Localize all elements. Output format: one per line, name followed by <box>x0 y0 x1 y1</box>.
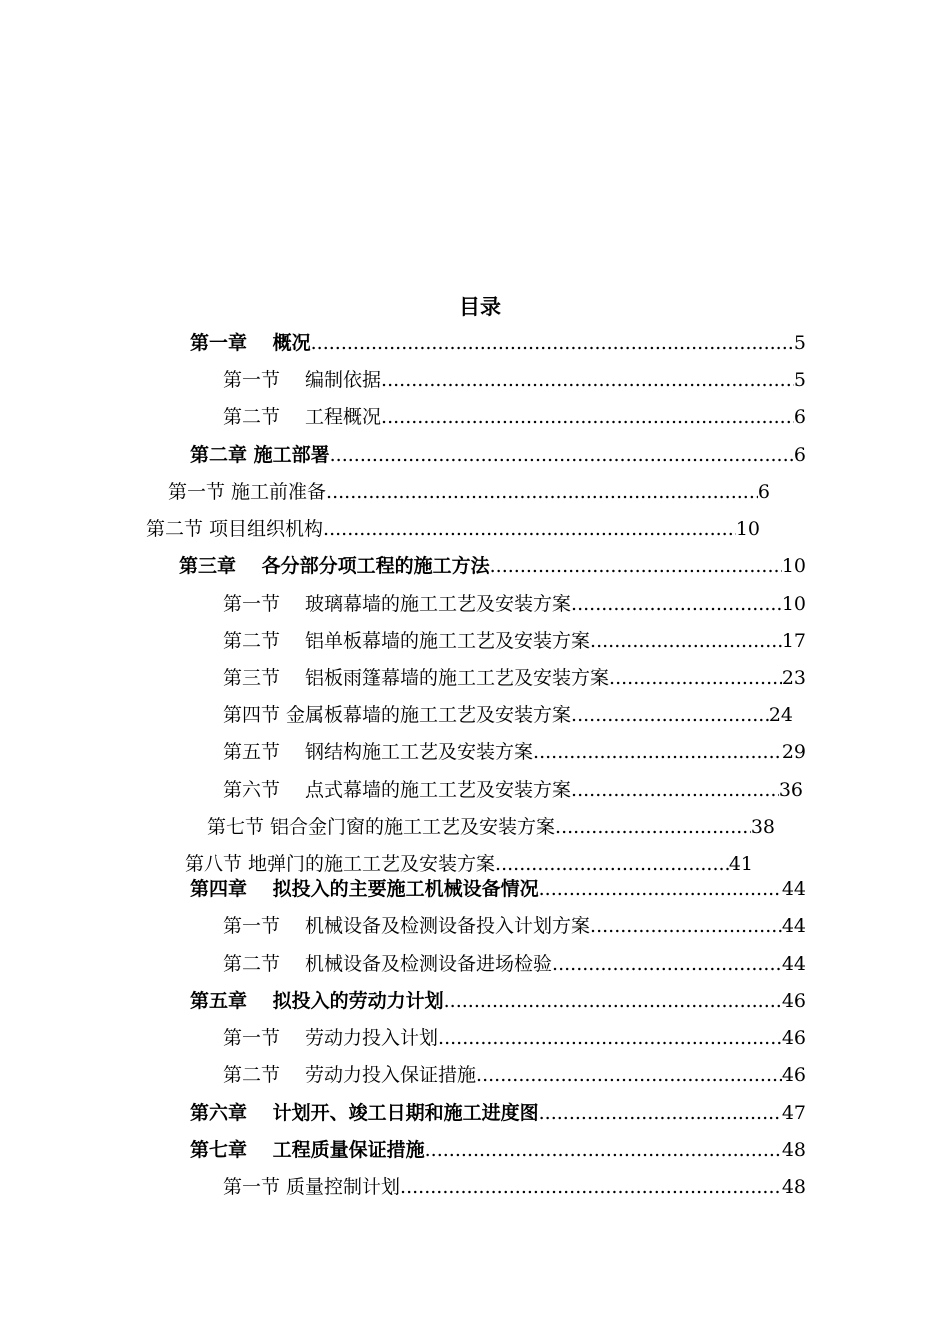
toc-entry-text: 第五节 钢结构施工工艺及安装方案 <box>223 741 534 763</box>
toc-entry-text: 第六章 计划开、竣工日期和施工进度图 <box>190 1102 539 1124</box>
toc-leader-dots <box>381 403 794 431</box>
toc-leader-dots <box>438 1024 782 1052</box>
toc-entry-page: 44 <box>781 878 806 900</box>
toc-leader-dots <box>311 329 794 357</box>
toc-entry-page: 6 <box>793 444 806 466</box>
toc-entry-text: 第二节 机械设备及检测设备进场检验 <box>223 953 553 975</box>
toc-leader-dots <box>400 1173 782 1201</box>
toc-entry-page: 44 <box>781 915 806 937</box>
toc-entry-page: 48 <box>781 1176 806 1198</box>
toc-entry-page: 44 <box>781 953 806 975</box>
toc-entry-text: 第二节 工程概况 <box>223 406 382 428</box>
toc-leader-dots <box>476 1061 782 1089</box>
toc-entry-section[interactable] <box>223 738 806 766</box>
toc-entry-section[interactable] <box>207 813 775 841</box>
toc-entry-page: 6 <box>793 406 806 428</box>
toc-entry-text: 第八节 地弹门的施工工艺及安装方案 <box>185 853 496 875</box>
toc-entry-section[interactable] <box>146 515 760 543</box>
toc-entry-section[interactable] <box>223 664 806 692</box>
toc-entry-section[interactable] <box>223 627 806 655</box>
toc-entry-page: 41 <box>728 853 753 875</box>
toc-entry-text: 第二章 施工部署 <box>190 444 330 466</box>
toc-entry-page: 10 <box>781 593 806 615</box>
toc-entry-text: 第五章 拟投入的劳动力计划 <box>190 990 444 1012</box>
toc-entry-section[interactable] <box>223 912 806 940</box>
toc-entry-page: 48 <box>781 1139 806 1161</box>
toc-entry-chapter-5[interactable] <box>190 987 806 1015</box>
toc-leader-dots <box>539 875 782 903</box>
toc-entry-page: 10 <box>735 518 760 540</box>
toc-leader-dots <box>609 664 782 692</box>
toc-entry-page: 10 <box>781 555 806 577</box>
toc-entry-page: 29 <box>781 741 806 763</box>
toc-leader-dots <box>590 912 782 940</box>
toc-entry-section[interactable] <box>223 590 806 618</box>
toc-leader-dots <box>590 627 782 655</box>
toc-entry-text: 第二节 铝单板幕墙的施工工艺及安装方案 <box>223 630 591 652</box>
toc-entry-section[interactable] <box>223 403 806 431</box>
toc-entry-section[interactable] <box>168 478 770 506</box>
toc-leader-dots <box>381 366 794 394</box>
toc-leader-dots <box>323 515 736 543</box>
toc-entry-page: 47 <box>781 1102 806 1124</box>
toc-entry-text: 第一节 编制依据 <box>223 369 382 391</box>
toc-entry-chapter-7[interactable] <box>190 1136 806 1164</box>
toc-entry-text: 第三章 各分部分项工程的施工方法 <box>179 555 490 577</box>
toc-leader-dots <box>425 1136 782 1164</box>
toc-entry-text: 第一节 施工前准备 <box>168 481 327 503</box>
toc-entry-text: 第六节 点式幕墙的施工工艺及安装方案. <box>223 779 578 801</box>
toc-leader-dots <box>571 590 782 618</box>
toc-entry-page: 23 <box>781 667 806 689</box>
toc-leader-dots <box>495 850 729 878</box>
toc-entry-page: 5 <box>793 332 806 354</box>
toc-leader-dots <box>330 441 794 469</box>
toc-entry-chapter-1[interactable] <box>190 329 806 357</box>
toc-entry-text: 第二节 项目组织机构 <box>146 518 324 540</box>
toc-entry-page: 36 <box>778 779 803 801</box>
toc-entry-text: 第一节 玻璃幕墙的施工工艺及安装方案 <box>223 593 572 615</box>
toc-entry-section[interactable] <box>223 366 806 394</box>
toc-entry-section[interactable] <box>223 1061 806 1089</box>
toc-entry-section[interactable] <box>223 1024 806 1052</box>
toc-leader-dots <box>577 776 779 804</box>
toc-title: 目录 <box>459 294 501 319</box>
toc-entry-section[interactable] <box>223 701 793 729</box>
toc-entry-text: 第七节 铝合金门窗的施工工艺及安装方案 <box>207 816 556 838</box>
toc-entry-chapter-4[interactable] <box>190 875 806 903</box>
toc-entry-page: 46 <box>781 1027 806 1049</box>
toc-entry-page: 17 <box>781 630 806 652</box>
toc-entry-section[interactable] <box>223 776 803 804</box>
toc-leader-dots <box>444 987 782 1015</box>
toc-entry-text: 第一节 机械设备及检测设备投入计划方案 <box>223 915 591 937</box>
toc-entry-chapter-6[interactable] <box>190 1099 806 1127</box>
toc-entry-page: 46 <box>781 990 806 1012</box>
toc-entry-section[interactable] <box>223 950 806 978</box>
toc-entry-text: 第三节 铝板雨篷幕墙的施工工艺及安装方案 <box>223 667 610 689</box>
toc-entry-page: 46 <box>781 1064 806 1086</box>
toc-entry-text: 第七章 工程质量保证措施 <box>190 1139 425 1161</box>
toc-entry-page: 5 <box>793 369 806 391</box>
toc-leader-dots <box>539 1099 782 1127</box>
toc-leader-dots <box>533 738 782 766</box>
toc-leader-dots <box>555 813 751 841</box>
toc-entry-text: 第一节 质量控制计划 <box>223 1176 401 1198</box>
toc-entry-section[interactable] <box>223 1173 806 1201</box>
toc-leader-dots <box>326 478 758 506</box>
toc-entry-page: 38 <box>750 816 775 838</box>
toc-entry-page: 6 <box>757 481 770 503</box>
toc-leader-dots <box>571 701 769 729</box>
toc-entry-chapter-2[interactable] <box>190 441 806 469</box>
toc-entry-text: 第四章 拟投入的主要施工机械设备情况 <box>190 878 539 900</box>
toc-leader-dots <box>490 552 782 580</box>
toc-entry-text: 第一章 概况 <box>190 332 311 354</box>
toc-entry-text: 第二节 劳动力投入保证措施 <box>223 1064 477 1086</box>
toc-entry-section[interactable] <box>185 850 753 878</box>
toc-entry-text: 第四节 金属板幕墙的施工工艺及安装方案 <box>223 704 572 726</box>
toc-entry-page: 24 <box>768 704 793 726</box>
toc-entry-chapter-3[interactable] <box>179 552 806 580</box>
toc-leader-dots <box>552 950 782 978</box>
toc-entry-text: 第一节 劳动力投入计划 <box>223 1027 439 1049</box>
